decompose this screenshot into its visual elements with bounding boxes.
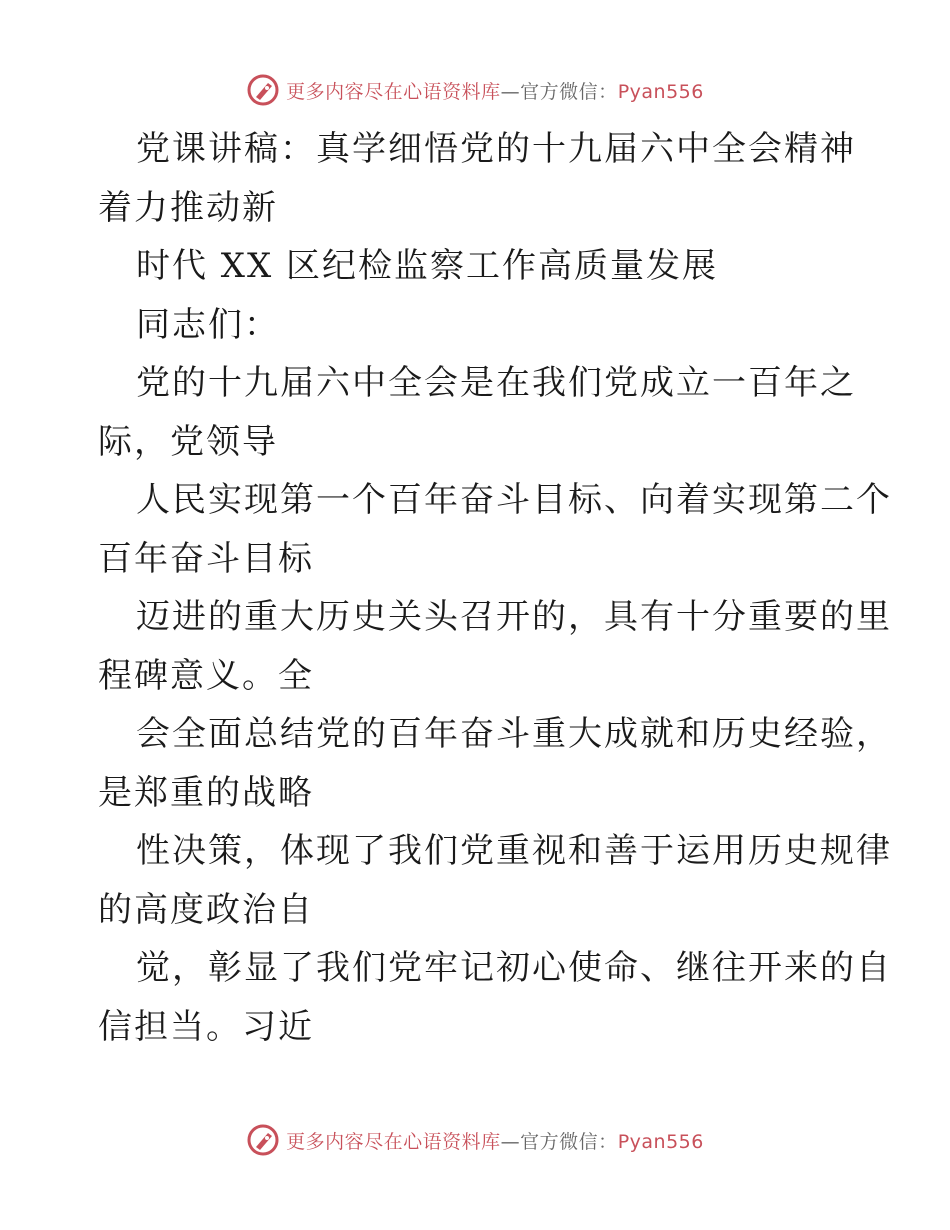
document-line: 是郑重的战略 <box>98 772 314 813</box>
document-line: 觉，彰显了我们党牢记初心使命、继往开来的自 <box>136 948 892 988</box>
watermark-header <box>0 70 950 110</box>
watermark-text <box>286 1127 704 1154</box>
watermark-wechat-id: Pyan556 <box>617 80 704 103</box>
watermark-brand: 更多内容尽在心语资料库 <box>286 80 501 103</box>
watermark-dash: — <box>500 1130 521 1153</box>
watermark-brand: 更多内容尽在心语资料库 <box>286 1130 501 1153</box>
document-line: 党的十九届六中全会是在我们党成立一百年之 <box>136 363 856 403</box>
watermark-footer <box>0 1120 950 1160</box>
document-line: 性决策，体现了我们党重视和善于运用历史规律 <box>136 831 892 871</box>
document-line: 迈进的重大历史关头召开的，具有十分重要的里 <box>136 597 892 637</box>
watermark-wechat-label: 官方微信： <box>520 80 618 103</box>
document-line: 同志们： <box>136 304 280 345</box>
document-line: 时代 XX 区纪检监察工作高质量发展 <box>136 246 719 286</box>
document-line: 百年奋斗目标 <box>98 538 314 579</box>
document-line: 信担当。习近 <box>98 1006 314 1047</box>
pen-nib-logo-icon <box>246 1123 280 1157</box>
document-line: 党课讲稿：真学细悟党的十九届六中全会精神 <box>136 129 856 169</box>
pen-nib-logo-icon <box>246 73 280 107</box>
watermark-dash: — <box>500 80 521 103</box>
document-line: 的高度政治自 <box>98 889 314 930</box>
document-line: 人民实现第一个百年奋斗目标、向着实现第二个 <box>136 480 892 520</box>
document-line: 会全面总结党的百年奋斗重大成就和历史经验， <box>136 714 892 754</box>
document-line: 着力推动新 <box>98 187 278 228</box>
watermark-wechat-id: Pyan556 <box>617 1130 704 1153</box>
watermark-wechat-label: 官方微信： <box>520 1130 618 1153</box>
document-line: 程碑意义。全 <box>98 655 314 696</box>
document-body <box>98 120 892 1056</box>
watermark-text <box>286 77 704 104</box>
document-line: 际，党领导 <box>98 421 278 462</box>
